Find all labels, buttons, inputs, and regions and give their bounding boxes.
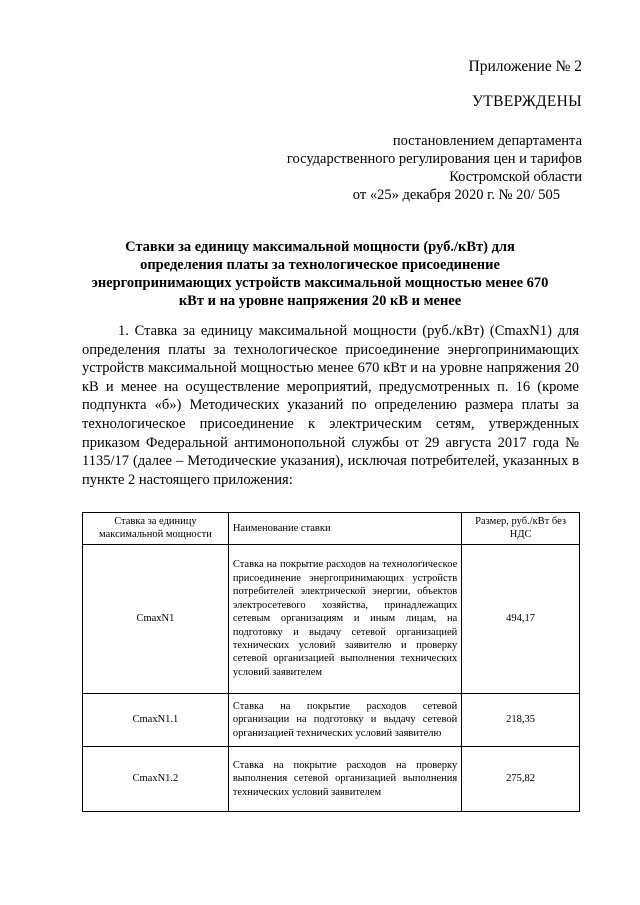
rate-name: [228, 693, 461, 746]
rate-name: [228, 746, 461, 811]
issuer-line-1: постановлением департамента: [392, 133, 582, 149]
document-title: Ставки за единицу максимальной мощности (руб./кВт) для определения платы за технологическое присоединение энергопринимающих устройств максимальной мощностью менее 670 кВт и на уровне напряжения 20 кВ и менее: [91, 239, 549, 309]
column-header-rate: Ставка за единицу максимальной мощности: [83, 513, 229, 545]
document-body: [82, 322, 579, 489]
rates-table: [82, 512, 580, 812]
approved-heading: УТВЕРЖДЕНЫ: [472, 93, 582, 110]
table-header-row: [83, 513, 580, 545]
table-row: [83, 693, 580, 746]
rate-name: [228, 544, 461, 693]
paragraph-1: 1. Ставка за единицу максимальной мощности (руб./кВт) (СmaxN1) для определения платы за технологическое присоединение энергопринимающих устройств максимальной мощностью менее 670 кВт и на уровне напряжения 20 кВ и менее на осуществление мероприятий, предусмотренных п. 16 (кроме подпункта «б») Методических указаний по определению размера платы за технологическое присоединение к электрическим сетям, утвержденных приказом Федеральной антимонопольной службы от 29 августа 2017 года № 1135/17 (далее – Методические указания), исключая потребителей, указанных в пункте 2 настоящего приложения:: [82, 323, 579, 488]
column-header-size: Размер, руб./кВт без НДС: [462, 513, 580, 545]
rate-value: 275,82: [462, 746, 580, 811]
attachment-number: Приложение № 2: [468, 58, 582, 75]
issuer-line-2: государственного регулирования цен и тарифов: [286, 151, 582, 167]
issuer-line-3: Костромской области: [449, 169, 582, 185]
table-row: [83, 746, 580, 811]
rate-name-text: Ставка на покрытие расходов на проверку выполнения сетевой организацией выполнения технических условий заявителем: [232, 759, 458, 798]
rate-value: 494,17: [462, 544, 580, 693]
rate-name-text: Ставка на покрытие расходов сетевой организации на подготовку и выдачу сетевой организацией технических условий заявителю: [232, 700, 458, 739]
issuer-date: от «25» декабря 2020 г. № 20/ 505: [352, 187, 560, 203]
rate-value: 218,35: [462, 693, 580, 746]
rate-code: СmaxN1.1: [83, 693, 229, 746]
table-row: [83, 544, 580, 693]
rate-code: СmaxN1: [83, 544, 229, 693]
rate-name-text: Ставка на покрытие расходов на технологическое присоединение энергопринимающих устройств потребителей электрической энергии, объектов электросетевого хозяйства, принадлежащих сетевым организациям и иным лицам, на подготовку и выдачу сетевой организацией технических условий заявителю и проверку сетевой организацией выполнения технических условий заявителем: [232, 559, 458, 678]
issuer-block: [162, 132, 582, 204]
rate-code: СmaxN1.2: [83, 746, 229, 811]
column-header-name: Наименование ставки: [228, 513, 461, 545]
